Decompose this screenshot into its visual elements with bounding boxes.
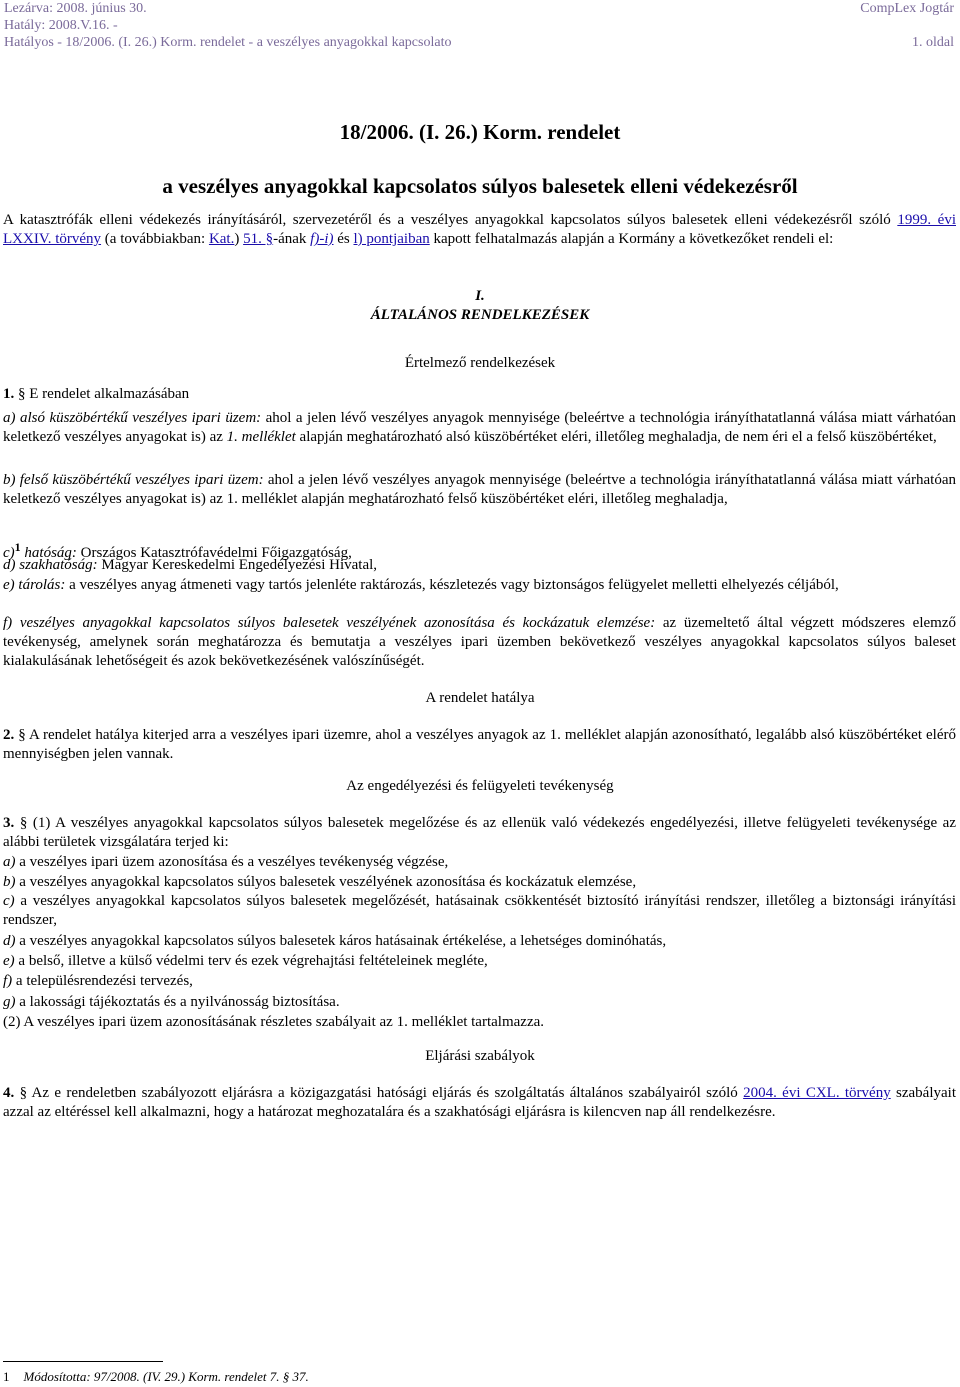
header-effective: Hatály: 2008.V.16. - bbox=[4, 18, 118, 33]
section-3-para-2: (2) A veszélyes ipari üzem azonosításának részletes szabályait az 1. melléklet tartalmazza. bbox=[3, 1014, 545, 1030]
section-3-item-g: g) a lakossági tájékoztatás és a nyilvánosság biztosítása. bbox=[3, 994, 340, 1010]
footnote-number: 1 bbox=[3, 1369, 10, 1384]
footnote-ref[interactable]: 1 bbox=[14, 540, 21, 554]
chapter-number: I. bbox=[475, 288, 485, 304]
section-3-item-f: f) a településrendezési tervezés, bbox=[3, 973, 193, 989]
section-1-item-a: a) alsó küszöbértékű veszélyes ipari üzem: ahol a jelen lévő veszélyes anyagok mennyisége (beleértve a technológia irányíthatatlanná válása miatt várhatóan keletkező veszélyes anyagokat is) az 1. melléklet alapján meghatározható alsó küszöbértéket eléri, illetőleg meghaladja, de nem éri el a felső küszöbértéket, bbox=[3, 410, 956, 445]
section-2-heading: A rendelet hatálya bbox=[425, 690, 535, 706]
link-2004-cxl[interactable]: 2004. évi CXL. törvény bbox=[743, 1085, 891, 1101]
header-closed-date: Lezárva: 2008. június 30. bbox=[4, 1, 147, 16]
section-3-item-b: b) a veszélyes anyagokkal kapcsolatos súlyos balesetek veszélyének azonosítása és kockázatuk elemzése, bbox=[3, 874, 637, 890]
header-page-number: 1. oldal bbox=[912, 35, 954, 50]
section-1-item-c: c)$^1$ hatóság: Országos Katasztrófavédelmi Főigazgatóság, bbox=[3, 540, 352, 561]
document-subtitle: a veszélyes anyagokkal kapcsolatos súlyos balesetek elleni védekezésről bbox=[162, 174, 798, 198]
footnote-text: Módosította: 97/2008. (IV. 29.) Korm. rendelet 7. § 37. bbox=[23, 1369, 309, 1384]
section-3-para-1: 3. § (1) A veszélyes anyagokkal kapcsolatos súlyos balesetek megelőzése és az ellenük való védekezés engedélyezési, illetve felügyeleti tevékenysége az alábbi területek vizsgálatára terjed ki: bbox=[3, 815, 956, 850]
footnote bbox=[3, 1369, 309, 1385]
section-1-item-b: b) felső küszöbértékű veszélyes ipari üzem: ahol a jelen lévő veszélyes anyagok mennyisége (beleértve a technológia irányíthatatlanná válása miatt várhatóan keletkező veszélyes anyagokat is) az 1. melléklet alapján meghatározható felső küszöbértéket eléri, illetőleg meghaladja, bbox=[3, 472, 956, 507]
header-doc-ref: Hatályos - 18/2006. (I. 26.) Korm. rendelet - a veszélyes anyagokkal kapcsolato bbox=[4, 35, 452, 50]
section-1-item-d: d) szakhatóság: Magyar Kereskedelmi Engedélyezési Hivatal, bbox=[3, 557, 378, 573]
link-51[interactable]: 51. § bbox=[243, 231, 274, 247]
document-title: 18/2006. (I. 26.) Korm. rendelet bbox=[339, 120, 621, 144]
link-f-i[interactable]: f)-i) bbox=[310, 231, 334, 247]
footnote-divider bbox=[3, 1361, 163, 1362]
section-3-item-e: e) a belső, illetve a külső védelmi terv és ezek végrehajtási feltételeinek megléte, bbox=[3, 953, 488, 969]
section-4-text: 4. § Az e rendeletben szabályozott eljárásra a közigazgatási hatósági eljárás és szolgáltatás általános szabályairól szóló 2004. évi CXL. törvény szabályait azzal az eltéréssel kell alkalmazni, hogy a határozat meghozatalára és a szakhatósági eljárásra is kilencven nap áll rendelkezésre. bbox=[3, 1085, 957, 1120]
section-1-heading: Értelmező rendelkezések bbox=[404, 355, 556, 371]
section-2-text: 2. § A rendelet hatálya kiterjed arra a veszélyes ipari üzemre, ahol a veszélyes anyagok az 1. melléklet alapján azonosítható, legalább alsó küszöbértéket elérő mennyiségben jelen vannak. bbox=[3, 727, 956, 762]
link-1999-lxxiv[interactable]: 1999. évi LXXIV. törvény bbox=[3, 212, 956, 247]
section-3-heading: Az engedélyezési és felügyeleti tevékenység bbox=[346, 778, 614, 794]
section-3-item-c: c) a veszélyes anyagokkal kapcsolatos súlyos balesetek megelőzését, hatásainak csökkentését biztosító irányítási rendszer, illetőleg a biztonsági irányítási rendszer, bbox=[3, 893, 956, 928]
section-1-intro: 1. § E rendelet alkalmazásában bbox=[3, 386, 190, 402]
section-3-item-a: a) a veszélyes ipari üzem azonosítása és a veszélyes tevékenység végzése, bbox=[3, 854, 449, 870]
section-1-item-e: e) tárolás: a veszélyes anyag átmeneti vagy tartós jelenléte raktározás, készletezés vagy biztonságos felügyelet melletti elhelyezés céljából, bbox=[3, 577, 839, 593]
preamble: A katasztrófák elleni védekezés irányításáról, szervezetéről és a veszélyes anyagokkal kapcsolatos súlyos balesetek elleni védekezésről szóló 1999. évi LXXIV. törvény (a továbbiakban: Kat.) 51. §-ának f)-i) és l) pontjaiban kapott felhatalmazás alapján a Kormány a következőket rendeli el: bbox=[3, 212, 956, 247]
section-3-item-d: d) a veszélyes anyagokkal kapcsolatos súlyos balesetek káros hatásainak értékelése, a lehetséges dominóhatás, bbox=[3, 933, 667, 949]
section-4-heading: Eljárási szabályok bbox=[425, 1048, 535, 1064]
link-kat[interactable]: Kat. bbox=[208, 231, 235, 247]
header-brand: CompLex Jogtár bbox=[860, 1, 954, 16]
chapter-title: ÁLTALÁNOS RENDELKEZÉSEK bbox=[370, 307, 590, 323]
section-1-item-f: f) veszélyes anyagokkal kapcsolatos súlyos balesetek veszélyének azonosítása és kockázatuk elemzése: az üzemeltető által végzett módszeres elemző tevékenység, amelynek során meghatározza és bemutatja a veszélyes ipari üzemben bekövetkező veszélyes anyagokkal kapcsolatos súlyos baleset kialakulásának lehetőségeit és azok bekövetkezésének valószínűségét. bbox=[3, 615, 956, 669]
link-l-pont[interactable]: l) pontjaiban bbox=[353, 231, 430, 247]
